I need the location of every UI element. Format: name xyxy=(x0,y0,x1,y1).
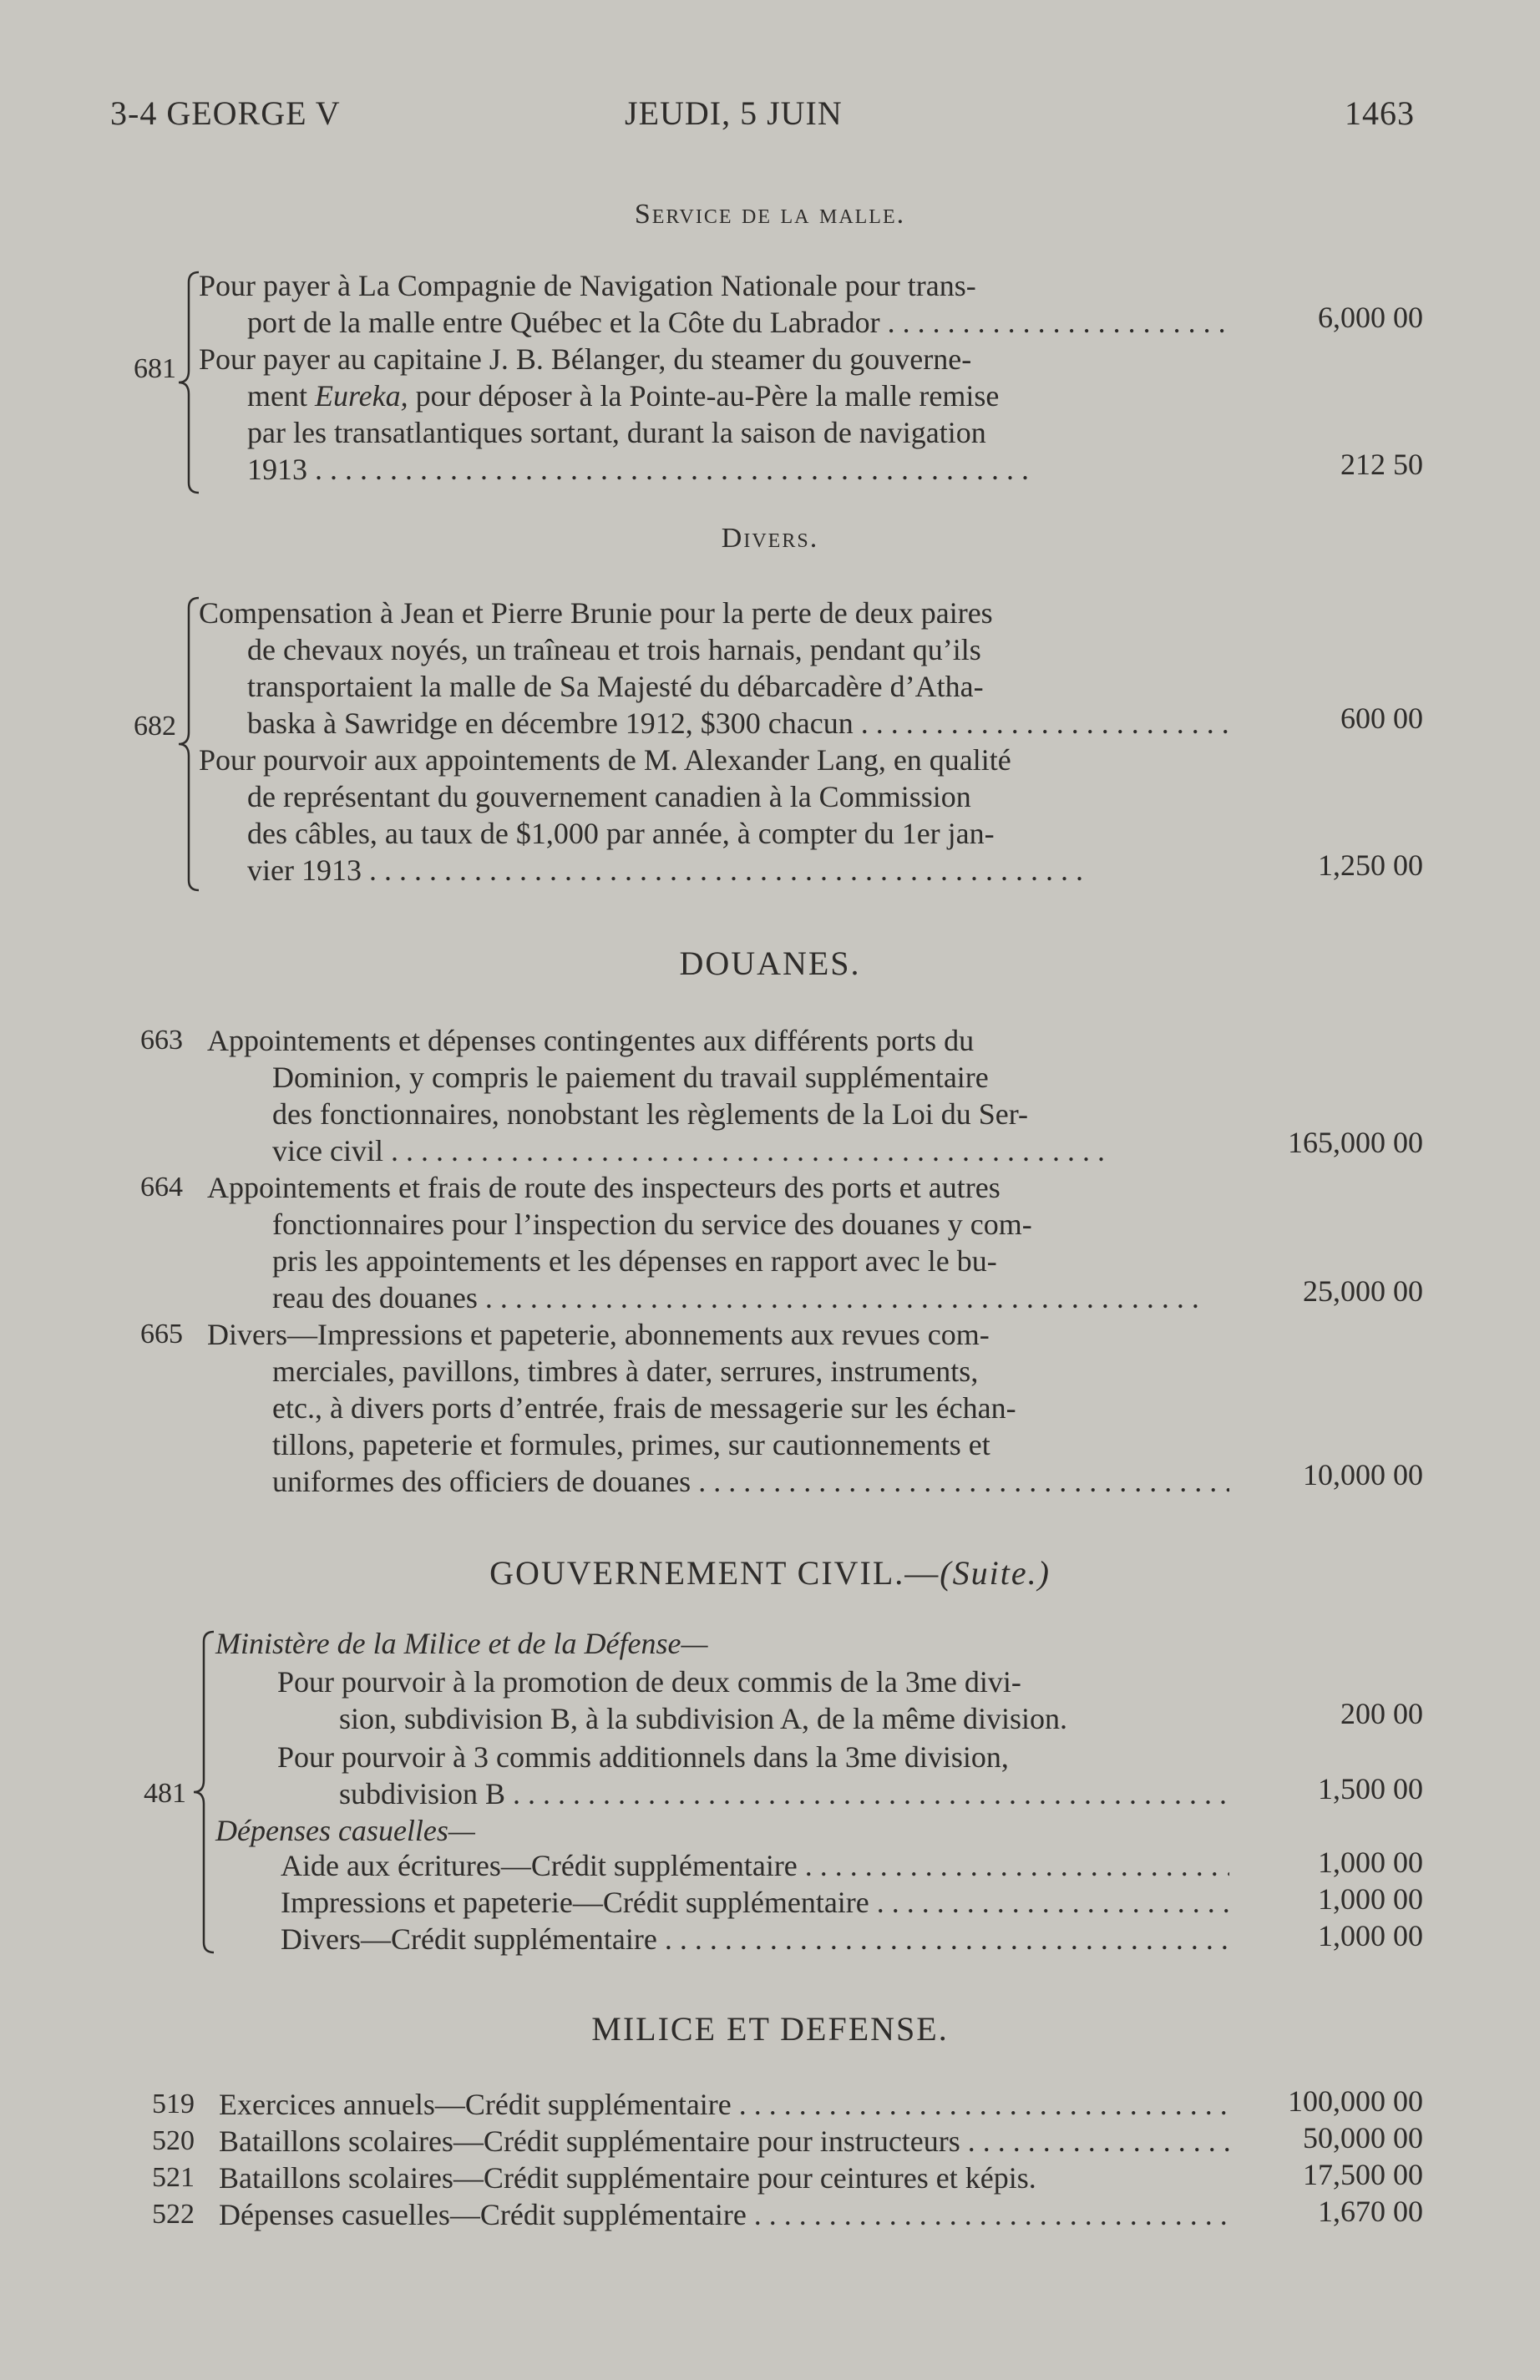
amount: 212 50 xyxy=(1340,448,1423,481)
amount: 600 00 xyxy=(1340,701,1423,735)
item-number: 665 xyxy=(140,1319,183,1350)
text-line-content: baska à Sawridge en décembre 1912, $300 chacun xyxy=(247,706,854,740)
brace-icon xyxy=(174,595,202,894)
text-line: tillons, papeterie et formules, primes, sur cautionnements et xyxy=(272,1428,990,1461)
amount: 1,250 00 xyxy=(1318,848,1423,882)
text-line: Pour pourvoir à la promotion de deux commis de la 3me divi- xyxy=(277,1665,1021,1699)
item-number: 682 xyxy=(134,711,176,742)
item-number: 481 xyxy=(144,1778,186,1809)
text-line-content: 1913 xyxy=(247,453,307,486)
brace-icon xyxy=(189,1628,217,1956)
text-line: par les transatlantiques sortant, durant la saison de navigation xyxy=(247,416,986,449)
text-line: sion, subdivision B, à la subdivision A, de la même division. xyxy=(339,1702,1067,1735)
text-line-content: subdivision B xyxy=(339,1777,506,1810)
ship-name: Eureka, xyxy=(314,379,408,413)
section-title-milice: MILICE ET DEFENSE. xyxy=(591,2010,949,2048)
text-line: Appointements et frais de route des inspecteurs des ports et autres xyxy=(207,1171,1000,1204)
text-line xyxy=(247,852,1229,889)
text-line xyxy=(247,304,1229,341)
item-number: 521 xyxy=(152,2162,195,2193)
text-line: fonctionnaires pour l’inspection du service des douanes y com- xyxy=(272,1208,1032,1241)
text-line-content: uniformes des officiers de douanes xyxy=(272,1465,691,1498)
text-line xyxy=(219,2196,1229,2233)
section-title-malle: Service de la malle. xyxy=(634,199,906,230)
text-line-content: Divers—Crédit supplémentaire xyxy=(281,1922,657,1956)
item-number: 519 xyxy=(152,2089,195,2119)
amount: 1,000 00 xyxy=(1318,1919,1423,1952)
text-line-content: vice civil xyxy=(272,1134,383,1167)
text-line xyxy=(272,1132,1229,1169)
amount: 6,000 00 xyxy=(1318,301,1423,334)
text-line: pris les appointements et les dépenses en rapport avec le bu- xyxy=(272,1244,997,1278)
amount: 17,500 00 xyxy=(1303,2158,1423,2191)
amount: 165,000 00 xyxy=(1288,1126,1423,1159)
amount: 1,670 00 xyxy=(1318,2195,1423,2228)
text-line: des fonctionnaires, nonobstant les règlements de la Loi du Ser- xyxy=(272,1097,1029,1131)
text-line-content: Impressions et papeterie—Crédit supplémentaire xyxy=(281,1886,869,1919)
text-line: Pour pourvoir aux appointements de M. Alexander Lang, en qualité xyxy=(199,743,1011,777)
running-head-left: 3-4 GEORGE V xyxy=(110,94,341,132)
text-line-content: Dépenses casuelles—Crédit supplémentaire xyxy=(219,2198,747,2231)
section-title-divers: Divers. xyxy=(721,523,819,554)
subsection-heading xyxy=(215,1812,475,1849)
text-line-content: Bataillons scolaires—Crédit supplémentaire pour instructeurs xyxy=(219,2124,960,2158)
text-line: de représentant du gouvernement canadien à la Commission xyxy=(247,780,971,813)
item-number: 681 xyxy=(134,353,176,384)
text-line: de chevaux noyés, un traîneau et trois harnais, pendant qu’ils xyxy=(247,633,981,666)
text-line: Dominion, y compris le paiement du travail supplémentaire xyxy=(272,1061,989,1094)
item-number: 664 xyxy=(140,1172,183,1203)
text-line: Pour payer au capitaine J. B. Bélanger, du steamer du gouverne- xyxy=(199,342,972,376)
text-line: Divers—Impressions et papeterie, abonnements aux revues com- xyxy=(207,1318,990,1351)
section-title-douanes: DOUANES. xyxy=(679,944,861,982)
text-line: etc., à divers ports d’entrée, frais de messagerie sur les échan- xyxy=(272,1391,1016,1425)
text-line-content: Exercices annuels—Crédit supplémentaire xyxy=(219,2088,732,2121)
text-line: Pour pourvoir à 3 commis additionnels dans la 3me division, xyxy=(277,1740,1009,1774)
text-line-content: vier 1913 xyxy=(247,853,362,887)
text-line: des câbles, au taux de $1,000 par année, à compter du 1er jan- xyxy=(247,817,995,850)
text-fragment: ment xyxy=(247,379,307,413)
item-number: 520 xyxy=(152,2125,195,2156)
running-head-date: JEUDI, 5 JUIN xyxy=(625,94,843,132)
text-line xyxy=(281,1847,1229,1884)
text-line: Appointements et dépenses contingentes aux différents ports du xyxy=(207,1024,975,1057)
text-line: Compensation à Jean et Pierre Brunie pour la perte de deux paires xyxy=(199,596,993,630)
amount: 1,000 00 xyxy=(1318,1846,1423,1879)
text-line xyxy=(219,2086,1229,2123)
text-line xyxy=(247,705,1229,742)
amount: 10,000 00 xyxy=(1303,1458,1423,1491)
text-line xyxy=(219,2123,1229,2160)
text-line-content: port de la malle entre Québec et la Côte du Labrador xyxy=(247,306,880,339)
text-fragment: pour déposer à la Pointe-au-Père la malle remise xyxy=(415,379,1000,413)
section-title-suffix: (Suite.) xyxy=(940,1554,1051,1592)
text-line xyxy=(281,1921,1229,1957)
item-number: 522 xyxy=(152,2199,195,2230)
text-line: transportaient la malle de Sa Majesté du débarcadère d’Atha- xyxy=(247,670,984,703)
text-line xyxy=(281,1884,1229,1921)
amount: 200 00 xyxy=(1340,1697,1423,1730)
text-line xyxy=(247,451,1229,488)
text-line-content: reau des douanes xyxy=(272,1281,478,1314)
text-line xyxy=(247,377,999,414)
section-title-gouvernement xyxy=(0,1553,1540,1593)
item-number: 663 xyxy=(140,1025,183,1056)
text-line xyxy=(272,1463,1229,1500)
subsection-heading-text: Dépenses casuelles— xyxy=(215,1814,475,1847)
amount: 1,500 00 xyxy=(1318,1772,1423,1805)
amount: 25,000 00 xyxy=(1303,1274,1423,1308)
subsection-heading-text: Ministère de la Milice et de la Défense— xyxy=(215,1627,708,1660)
text-line: Pour payer à La Compagnie de Navigation Nationale pour trans- xyxy=(199,269,976,302)
brace-icon xyxy=(174,269,202,496)
text-line xyxy=(272,1279,1229,1316)
page-number: 1463 xyxy=(1345,94,1415,132)
amount: 50,000 00 xyxy=(1303,2121,1423,2155)
text-line: Bataillons scolaires—Crédit supplémentaire pour ceintures et képis. xyxy=(219,2161,1036,2195)
subsection-heading xyxy=(215,1625,707,1662)
amount: 100,000 00 xyxy=(1288,2084,1423,2118)
section-title-text: GOUVERNEMENT CIVIL.— xyxy=(489,1554,940,1592)
amount: 1,000 00 xyxy=(1318,1882,1423,1916)
text-line: merciales, pavillons, timbres à dater, serrures, instruments, xyxy=(272,1355,979,1388)
text-line-content: Aide aux écritures—Crédit supplémentaire xyxy=(281,1849,798,1882)
text-line xyxy=(339,1775,1229,1812)
